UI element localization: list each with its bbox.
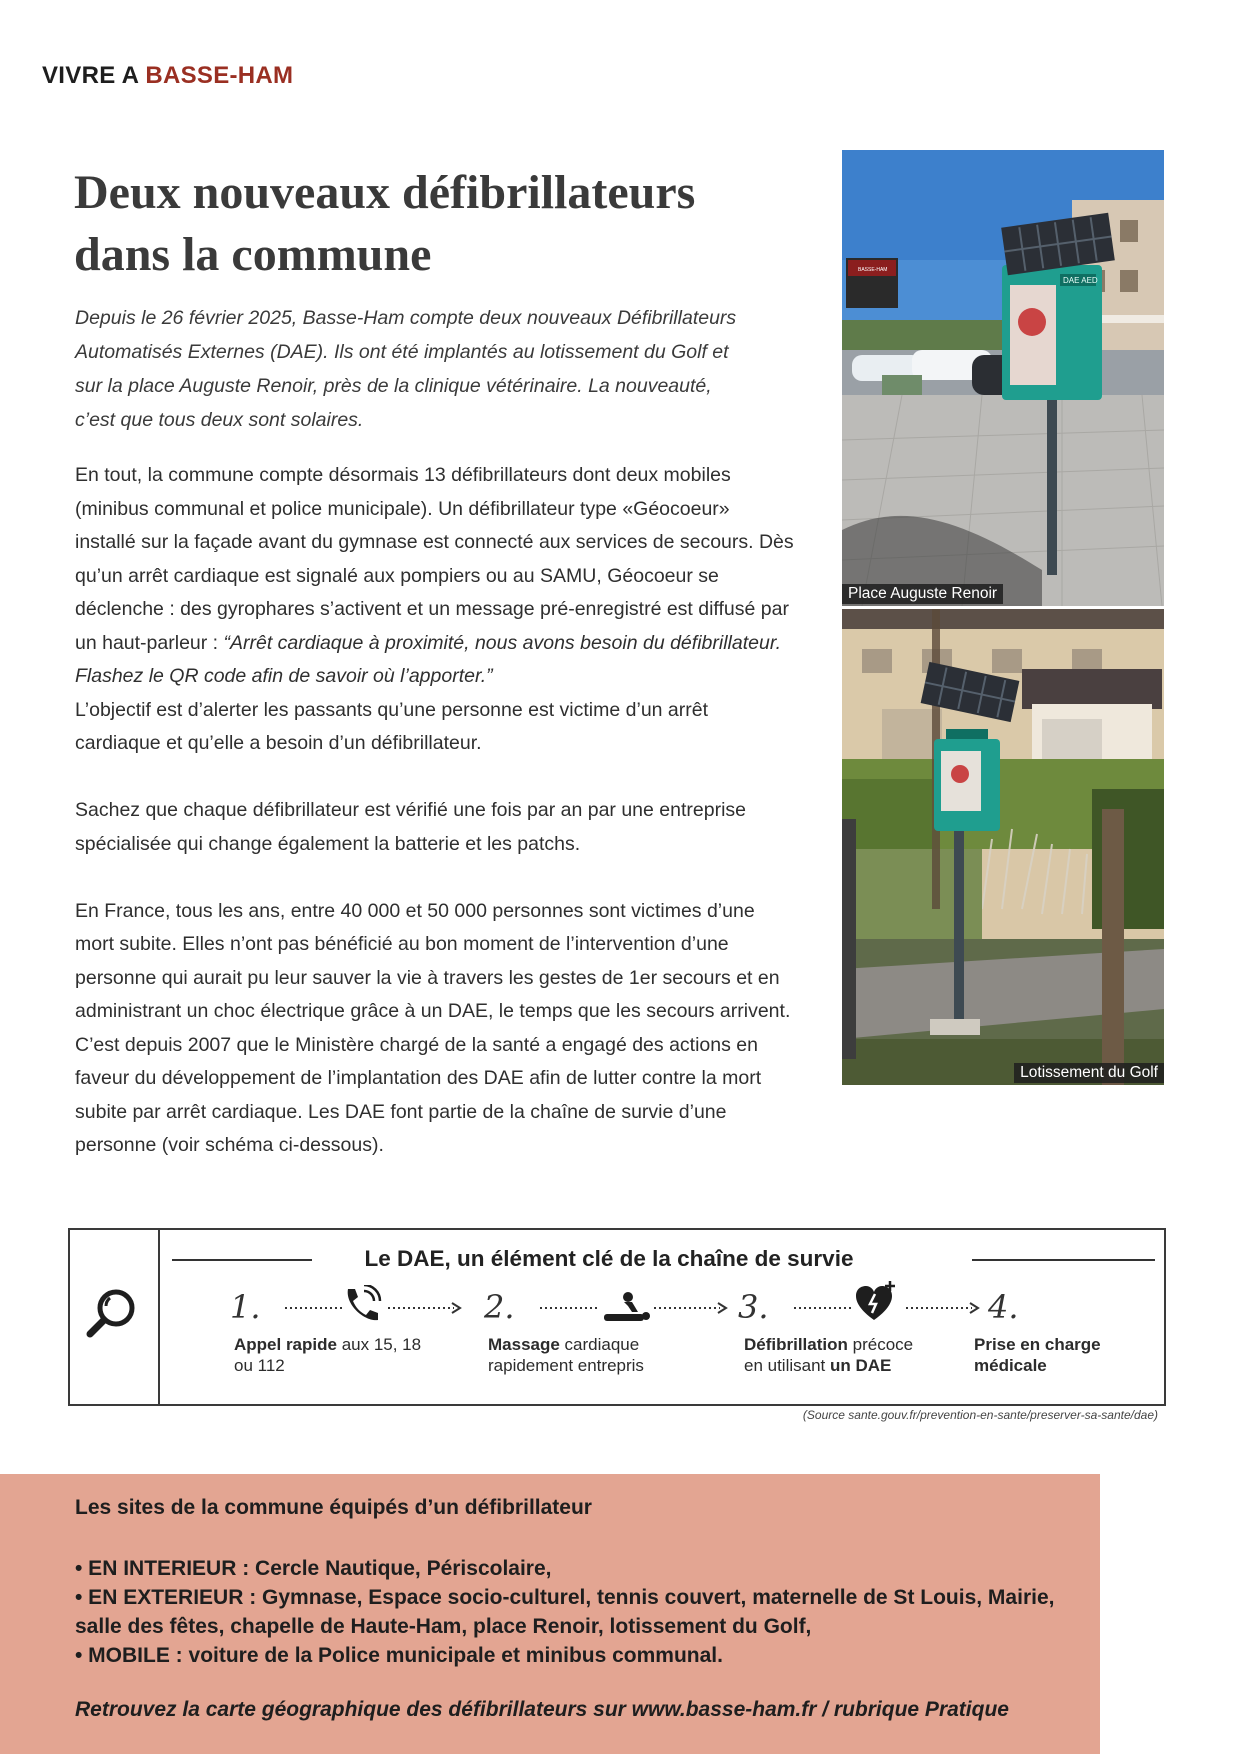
list-item: • EN EXTERIEUR : Gymnase, Espace socio-culturel, tennis couvert, maternelle de St Louis, Mairie, salle des fêtes, chapelle de Haute-Ham, place Renoir, lotissement du Golf, [75, 1586, 1055, 1638]
step-description: Défibrillation précoce en utilisant un DAE [744, 1335, 914, 1375]
article-title-line-1: Deux nouveaux défibrillateurs [74, 166, 696, 219]
step-number: 4. [988, 1288, 1019, 1326]
title-rule-left [172, 1259, 312, 1261]
dotted-arrow-icon [906, 1302, 986, 1314]
header-prefix: VIVRE A [42, 62, 139, 89]
paragraph [75, 459, 795, 694]
photo-lotissement-golf-image [842, 609, 1164, 1085]
article-body [75, 459, 795, 1163]
step-description: Massage cardiaque rapidement entrepris [488, 1335, 644, 1375]
paragraph-text: En tout, la commune compte désormais 13 défibrillateurs dont deux mobiles (minibus communal et police municipale). Un défibrillateur type «Géocoeur» installé sur la façade avant du gymnase est connecté aux services de secours. Dès qu’un arrêt cardiaque est signalé aux pompiers ou au SAMU, Géocoeur se déclenche : des gyrophares s’activent et un message pré-enregistré est diffusé par un haut-parleur : [75, 464, 794, 654]
article-title [74, 162, 794, 286]
magnifier-icon [82, 1284, 142, 1344]
info-title: Les sites de la commune équipés d’un défibrillateur [75, 1496, 592, 1519]
photo-column [842, 150, 1164, 1085]
photo-lotissement-golf [842, 609, 1164, 1085]
dotted-arrow-icon [388, 1302, 468, 1314]
header-town: BASSE-HAM [145, 62, 294, 89]
heart-shock-icon [854, 1280, 898, 1324]
step-number: 2. [484, 1288, 515, 1326]
diagram-source: (Source sante.gouv.fr/prevention-en-sante/preserver-sa-sante/dae) [802, 1408, 1158, 1422]
chain-title: Le DAE, un élément clé de la chaîne de survie [364, 1246, 854, 1271]
photo-caption-golf: Lotissement du Golf [1014, 1063, 1164, 1083]
paragraph: C’est depuis 2007 que le Ministère chargé de la santé a engagé des actions en faveur du développement de l’implantation des DAE afin de lutter contre la mort subite par arrêt cardiaque. Les DAE font partie de la chaîne de survie d’une personne (voir schéma ci-dessous). [75, 1033, 762, 1156]
dotted-arrow-icon [654, 1302, 734, 1314]
survival-chain-diagram [68, 1228, 1166, 1406]
quoted-message: “Arrêt cardiaque à proximité, nous avons besoin du défibrillateur. Flashez le QR code afin de savoir où l’apporter.” [75, 631, 782, 687]
step-description: Appel rapide aux 15, 18 ou 112 [234, 1335, 422, 1375]
diagram-divider [158, 1230, 160, 1404]
cpr-icon [602, 1290, 652, 1324]
list-item: • MOBILE : voiture de la Police municipale et minibus communal. [75, 1644, 723, 1667]
paragraph: L’objectif est d’alerter les passants qu’une personne est victime d’un arrêt cardiaque et qu’elle a besoin d’un défibrillateur. [75, 698, 709, 754]
paragraph: Sachez que chaque défibrillateur est vérifié une fois par an par une entreprise spécialisée qui change également la batterie et les patchs. [75, 799, 746, 855]
step-number: 3. [738, 1288, 769, 1326]
sites-list [75, 1554, 1085, 1670]
phone-icon [340, 1285, 384, 1325]
list-item: • EN INTERIEUR : Cercle Nautique, Périscolaire, [75, 1557, 552, 1580]
section-header [42, 62, 293, 90]
photo-place-renoir-image [842, 150, 1164, 606]
photo-place-renoir [842, 150, 1164, 606]
step-number: 1. [230, 1288, 261, 1326]
svg-text:DAE AED: DAE AED [1063, 276, 1098, 285]
step-description: Prise en charge médicale [974, 1335, 1101, 1375]
title-rule-right [972, 1259, 1155, 1261]
article-title-line-2: dans la commune [74, 228, 432, 281]
article-intro: Depuis le 26 février 2025, Basse-Ham compte deux nouveaux Défibrillateurs Automatisés Externes (DAE). Ils ont été implantés au lotissement du Golf et sur la place Auguste Renoir, près de la clinique vétérinaire. La nouveauté, c’est que tous deux sont solaires. [75, 307, 737, 431]
photo-caption-renoir: Place Auguste Renoir [842, 584, 1003, 604]
paragraph: En France, tous les ans, entre 40 000 et 50 000 personnes sont victimes d’une mort subite. Elles n’ont pas bénéficié au bon moment de l’intervention d’une personne qui aurait pu leur sauver la vie à travers les gestes de 1er secours et en administrant un choc électrique grâce à un DAE, le temps que les secours arrivent. [75, 899, 791, 1022]
svg-text:BASSE-HAM: BASSE-HAM [858, 267, 888, 273]
dotted-arrow-icon [540, 1302, 610, 1314]
defibrillator-sites-box [0, 1474, 1100, 1754]
website-reference: Retrouvez la carte géographique des défibrillateurs sur www.basse-ham.fr / rubrique Pratique [75, 1698, 1009, 1721]
